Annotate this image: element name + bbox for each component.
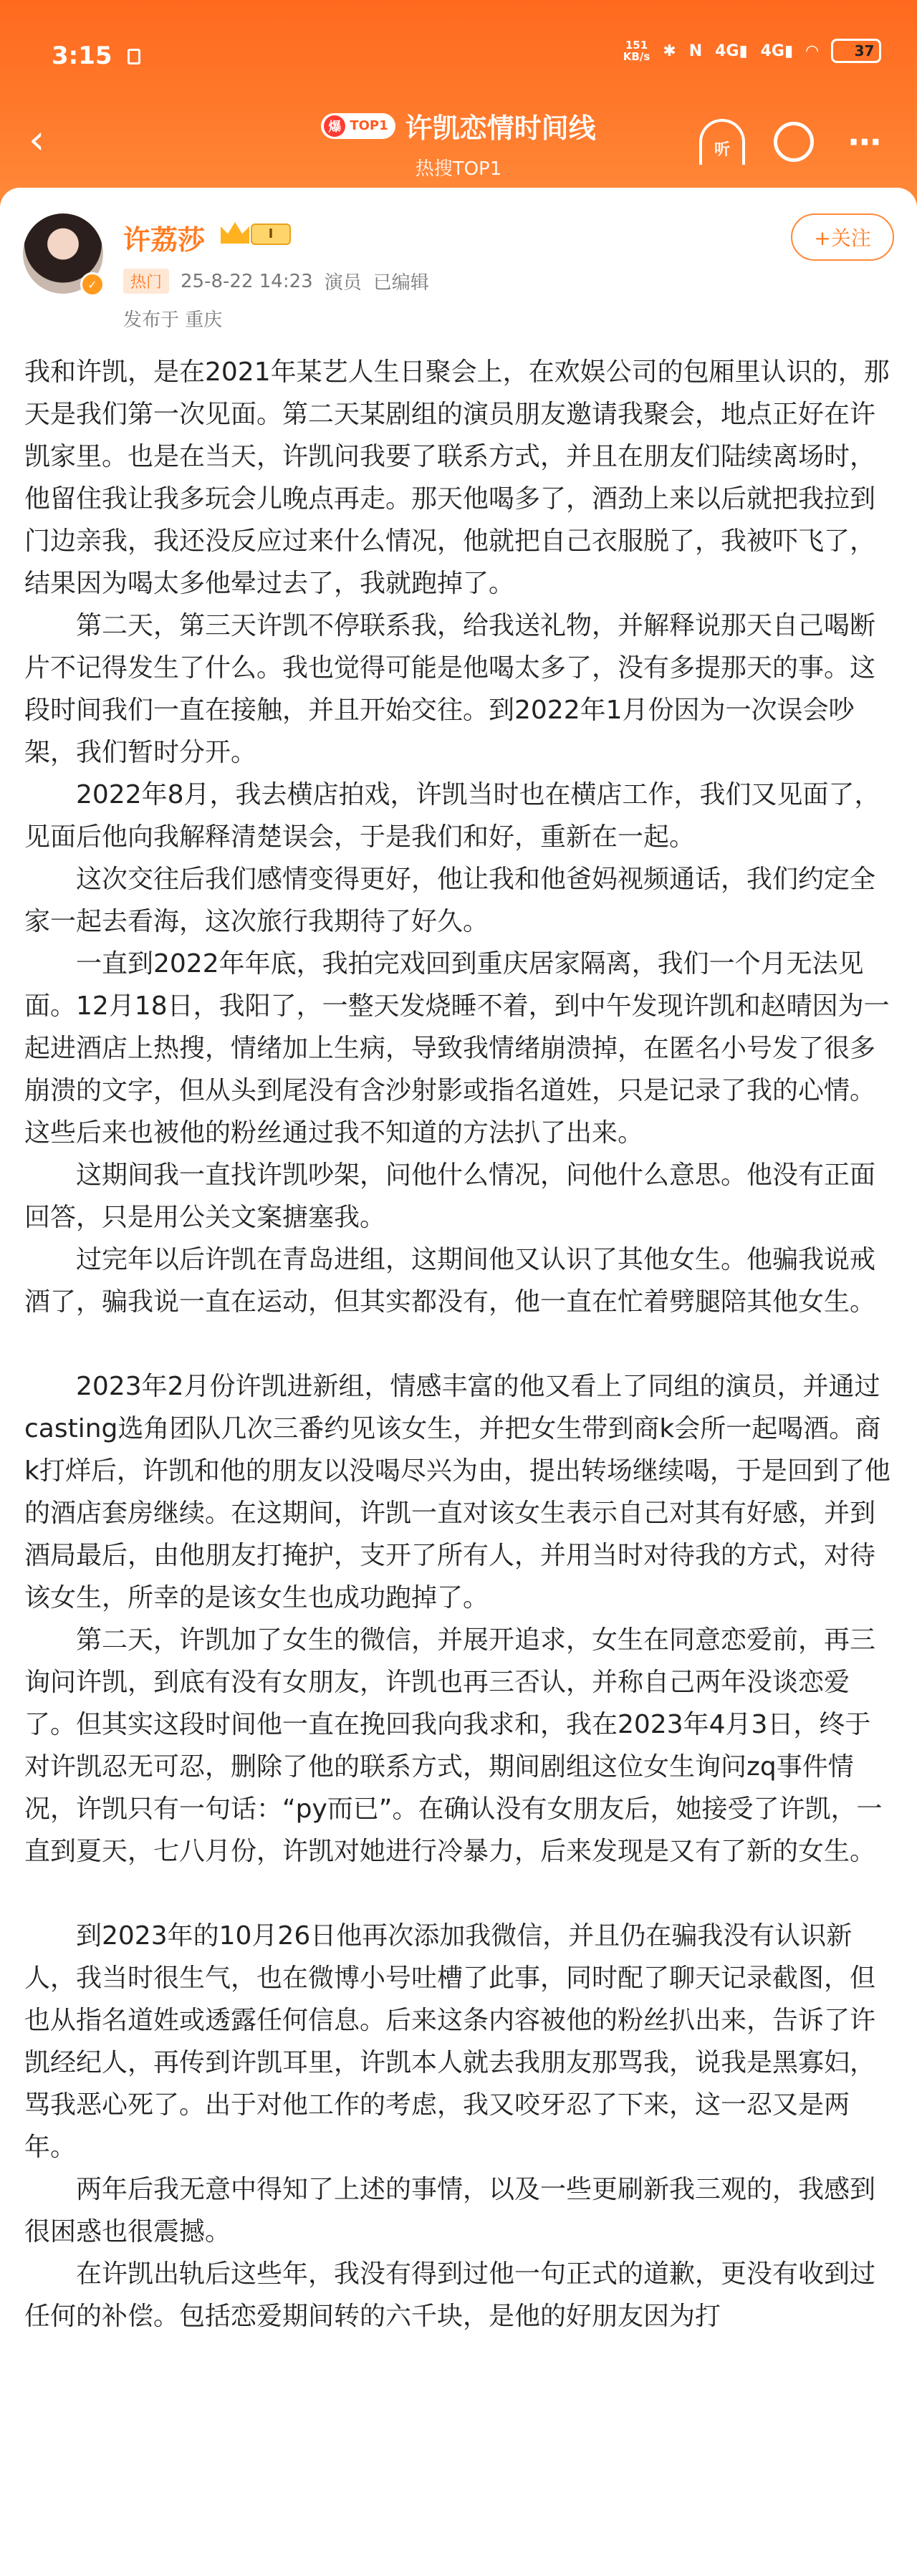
wifi-icon: ◠ [806, 42, 818, 60]
paragraph-gap [24, 1323, 893, 1365]
post-meta [123, 268, 429, 294]
more-icon[interactable]: ⋯ [848, 122, 883, 161]
hot-rank-badge [321, 113, 395, 139]
listen-icon[interactable]: 听 [699, 119, 745, 165]
status-bar [0, 29, 917, 86]
paragraph-gap [24, 1873, 893, 1915]
battery-icon [831, 39, 881, 63]
signal-icon-1: 4G▮ [715, 42, 748, 60]
post-paragraph: 第二天，许凯加了女生的微信，并展开追求，女生在同意恋爱前，再三询问许凯，到底有没有女朋友，许凯也再三否认，并称自己两年没谈恋爱了。但其实这段时间他一直在挽回我向我求和，我在2023年4月3日，终于对许凯忍无可忍，删除了他的联系方式，期间剧组这位女生询问zq事件情况，许凯只有一句话：“py而已”。在确认没有女朋友后，她接受了许凯，一直到夏天，七八月份，许凯对她进行冷暴力，后来发现是又有了新的女生。 [24, 1625, 883, 1866]
author-role: 演员 [324, 272, 362, 294]
follow-button[interactable]: +关注 [791, 213, 894, 261]
post-location: 发布于 重庆 [123, 309, 223, 331]
network-speed-value: 151 [625, 39, 648, 52]
post-content [24, 351, 893, 2337]
post-paragraph: 到2023年的10月26日他再次添加我微信，并且仍在骗我没有认识新人，我当时很生气，也在微博小号吐槽了此事，同时配了聊天记录截图，但也从指名道姓或透露任何信息。后来这条内容被他的粉丝扒出来，告诉了许凯经纪人，再传到许凯耳里，许凯本人就去我朋友那骂我，说我是黑寡妇，骂我恶心死了。出于对他工作的考虑，我又咬牙忍了下来，这一忍又是两年。 [24, 1921, 876, 2162]
post-paragraph: 在许凯出轨后这些年，我没有得到过他一句正式的道歉，更没有收到过任何的补偿。包括恋爱期间转的六千块，是他的好朋友因为打 [24, 2259, 876, 2331]
network-speed-unit: KB/s [623, 50, 650, 63]
battery-level: 37 [854, 42, 875, 59]
app-header [0, 0, 917, 208]
bluetooth-icon: ✱ [663, 42, 676, 60]
post-card [0, 188, 917, 2576]
post-paragraph: 我和许凯，是在2021年某艺人生日聚会上，在欢娱公司的包厢里认识的，那天是我们第一次见面。第二天某剧组的演员朋友邀请我聚会，地点正好在许凯家里。也是在当天，许凯问我要了联系方式，并且在朋友们陆续离场时，他留住我让我多玩会儿晚点再走。那天他喝多了，酒劲上来以后就把我拉到门边亲我，我还没反应过来什么情况，他就把自己衣服脱了，我被吓飞了，结果因为喝太多他晕过去了，我就跑掉了。 [24, 357, 890, 598]
hot-badge-char: 爆 [324, 115, 345, 137]
nav-bar [0, 100, 917, 179]
crown-icon [221, 222, 249, 244]
nfc-icon: N [688, 42, 703, 60]
sim-card-icon [128, 49, 140, 64]
status-time: 3:15 [52, 42, 112, 70]
hot-badge-text: TOP1 [350, 118, 388, 133]
topic-title-line [321, 106, 595, 145]
post-paragraph: 第二天，第三天许凯不停联系我，给我送礼物，并解释说那天自己喝断片不记得发生了什么。我也觉得可能是他喝太多了，没有多提那天的事。这段时间我们一直在接触，并且开始交往。到2022年1月份因为一次误会吵架，我们暂时分开。 [24, 611, 876, 767]
edited-label: 已编辑 [373, 272, 429, 294]
post-timestamp: 25-8-22 14:23 [181, 270, 313, 292]
post-paragraph: 过完年以后许凯在青岛进组，这期间他又认识了其他女生。他骗我说戒酒了，骗我说一直在运动，但其实都没有，他一直在忙着劈腿陪其他女生。 [24, 1245, 876, 1317]
author-name[interactable]: 许荔莎 [123, 224, 206, 256]
nav-actions [699, 119, 888, 165]
verified-icon: ✓ [80, 272, 105, 297]
post-paragraph: 这期间我一直找许凯吵架，问他什么情况，问他什么意思。他没有正面回答，只是用公关文案搪塞我。 [24, 1160, 876, 1232]
back-icon[interactable]: ‹ [29, 117, 45, 163]
post-paragraph: 2023年2月份许凯进新组，情感丰富的他又看上了同组的演员，并通过casting选角团队几次三番约见该女生，并把女生带到商k会所一起喝酒。商k打烊后，许凯和他的朋友以没喝尽兴为由，提出转场继续喝，于是回到了他的酒店套房继续。在这期间，许凯一直对该女生表示自己对其有好感，并到酒局最后，由他朋友打掩护，支开了所有人，并用当时对待我的方式，对待该女生，所幸的是该女生也成功跑掉了。 [24, 1372, 890, 1613]
status-indicators [623, 39, 881, 63]
level-badge: I [251, 224, 291, 245]
post-paragraph: 一直到2022年年底，我拍完戏回到重庆居家隔离，我们一个月无法见面。12月18日，我阳了，一整天发烧睡不着，到中午发现许凯和赵晴因为一起进酒店上热搜，情绪加上生病，导致我情绪崩溃掉，在匿名小号发了很多崩溃的文字，但从头到尾没有含沙射影或指名道姓，只是记录了我的心情。这些后来也被他的粉丝通过我不知道的方法扒了出来。 [24, 949, 890, 1148]
hot-tag: 热门 [123, 269, 169, 294]
signal-label-2: 4G [760, 42, 784, 60]
network-speed [623, 39, 650, 62]
search-icon[interactable] [774, 122, 814, 162]
page-title: 许凯恋情时间线 [405, 112, 596, 144]
post-paragraph: 两年后我无意中得知了上述的事情，以及一些更刷新我三观的，我感到很困惑也很震撼。 [24, 2175, 876, 2246]
signal-icon-2: 4G▮ [760, 42, 794, 60]
post-paragraph: 这次交往后我们感情变得更好，他让我和他爸妈视频通话，我们约定全家一起去看海，这次旅行我期待了好久。 [24, 865, 876, 936]
post-paragraph: 2022年8月，我去横店拍戏，许凯当时也在横店工作，我们又见面了，见面后他向我解释清楚误会，于是我们和好，重新在一起。 [24, 780, 880, 852]
page-subtitle: 热搜TOP1 [415, 158, 502, 180]
signal-label-1: 4G [715, 42, 739, 60]
